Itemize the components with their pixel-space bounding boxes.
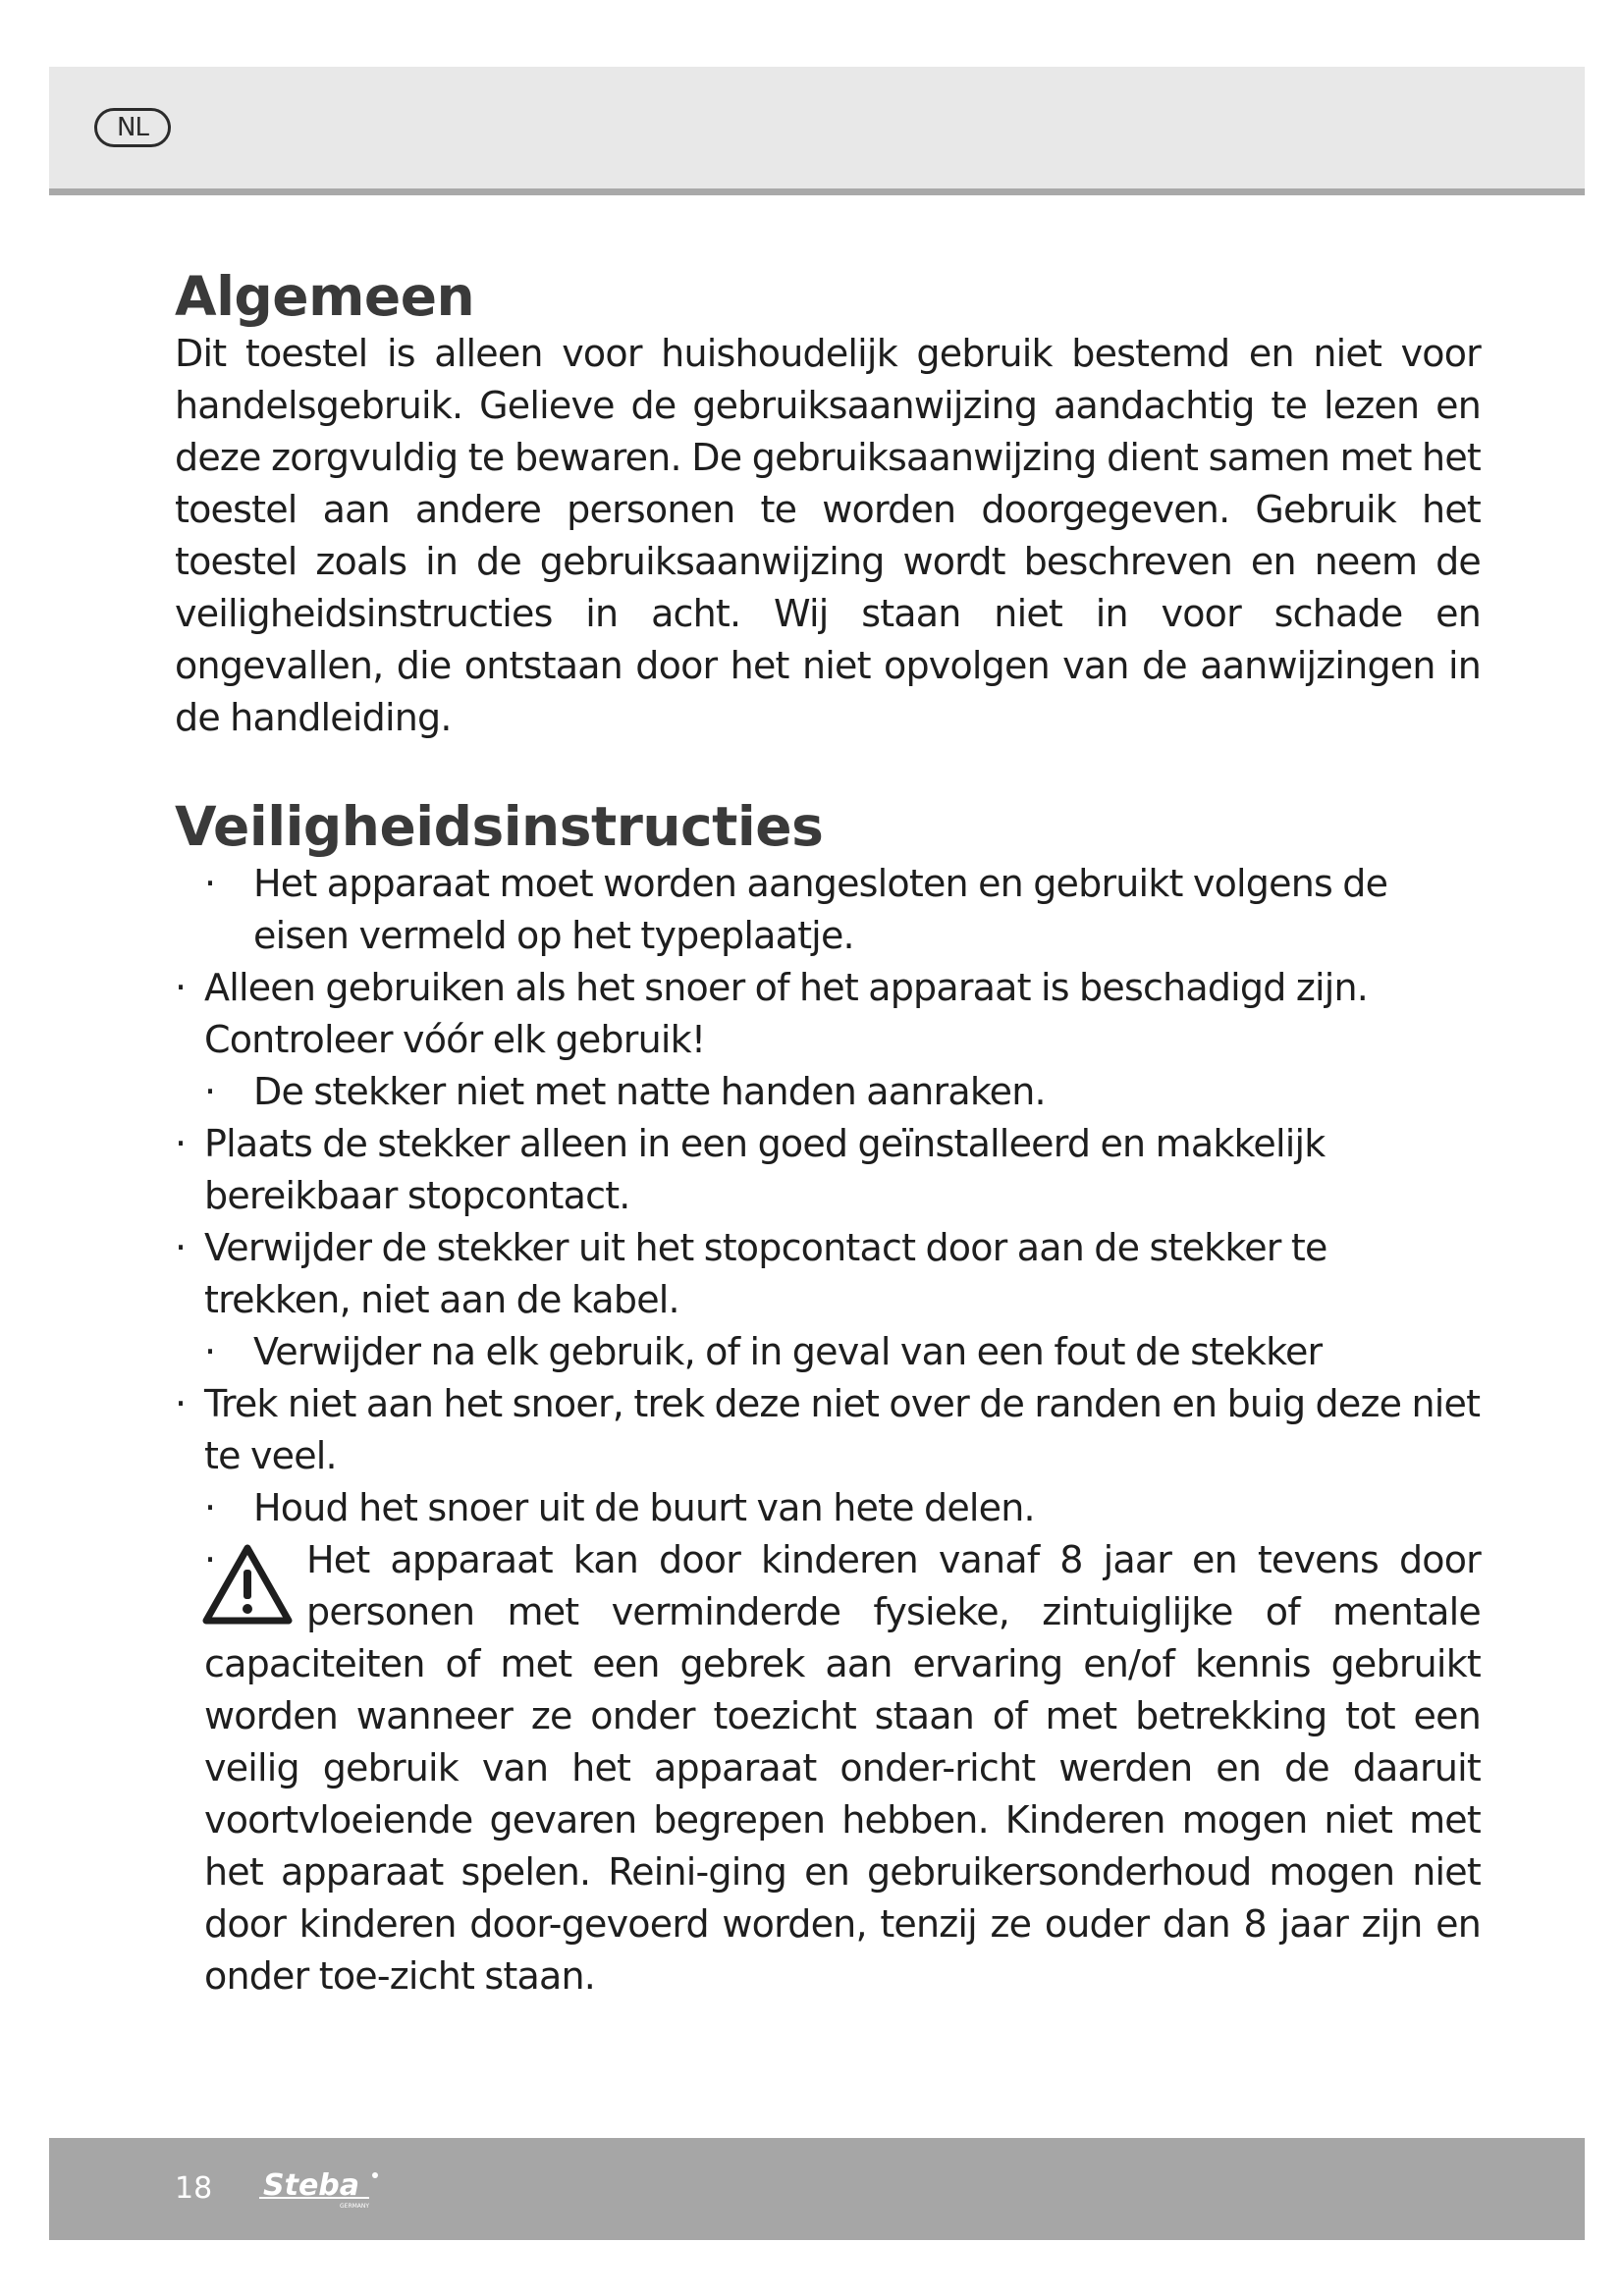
section-general — [175, 265, 1481, 744]
bullet-dot: · — [204, 862, 216, 905]
section-safety — [175, 795, 1481, 2002]
section-title-general: Algemeen — [175, 265, 475, 328]
bullet-dot: · — [175, 966, 187, 1009]
list-item-text: Houd het snoer uit de buurt van hete delen. — [253, 1486, 1035, 1529]
list-item-text: Alleen gebruiken als het snoer of het apparaat is beschadigd zijn. Controleer vóór elk gebruik! — [204, 966, 1369, 1061]
page-number: 18 — [175, 2171, 213, 2206]
language-badge: NL — [94, 108, 171, 147]
list-item-text: Verwijder na elk gebruik, of in geval van een fout de stekker — [253, 1330, 1323, 1373]
list-item — [175, 1326, 1481, 1378]
list-item-text: De stekker niet met natte handen aanraken. — [253, 1070, 1046, 1113]
steba-logo — [259, 2167, 426, 2211]
list-item — [175, 1222, 1481, 1326]
page-footer — [49, 2138, 1585, 2240]
bullet-dot: · — [175, 1382, 187, 1425]
brand-wordmark: Steba — [263, 2168, 360, 2203]
list-item-text: Verwijder de stekker uit het stopcontact door aan de stekker te trekken, niet aan de kabel. — [204, 1226, 1327, 1321]
warning-item-text: Het apparaat kan door kinderen vanaf 8 jaar en tevens door personen met verminderde fysieke, zintuiglijke of mentale capaciteiten of met een gebrek aan ervaring en/of kennis gebruikt worden wanneer ze onder toezicht staan of met betrekking tot een veilig gebruik van het apparaat onder-richt werden en de daaruit voortvloeiende gevaren begrepen hebben. Kinderen mogen niet met het apparaat spelen. Reini-ging en gebruikersonderhoud mogen niet door kinderen door-gevoerd worden, tenzij ze ouder dan 8 jaar zijn en onder toe-zicht staan. — [204, 1538, 1481, 1998]
safety-list — [175, 858, 1481, 1534]
list-item — [175, 1118, 1481, 1222]
brand-subline: GERMANY — [340, 2203, 370, 2210]
bullet-dot: · — [204, 1070, 216, 1113]
bullet-dot: · — [204, 1486, 216, 1529]
list-item — [175, 858, 1481, 962]
general-paragraph: Dit toestel is alleen voor huishoudelijk gebruik bestemd en niet voor handelsgebruik. Gelieve de gebruiksaanwijzing aandachtig te lezen en deze zorgvuldig te bewaren. De gebruiksaanwijzing dient samen met het toestel aan andere personen te worden doorgegeven. Gebruik het toestel zoals in de gebruiksaanwijzing wordt beschreven en neem de veiligheidsinstructies in acht. Wij staan niet in voor schade en ongevallen, die ontstaan door het niet opvolgen van de aanwijzingen in de handleiding. — [175, 332, 1481, 739]
list-item-text: Het apparaat moet worden aangesloten en gebruikt volgens de eisen vermeld op het typeplaatje. — [253, 862, 1388, 957]
list-item — [175, 1378, 1481, 1482]
bullet-dot: · — [204, 1538, 216, 1581]
list-item — [175, 962, 1481, 1066]
section-title-safety: Veiligheidsinstructies — [175, 795, 824, 858]
bullet-dot: · — [175, 1122, 187, 1165]
bullet-dot: · — [175, 1226, 187, 1269]
page-content — [175, 265, 1481, 2002]
bullet-dot: · — [204, 1330, 216, 1373]
list-item-text: Trek niet aan het snoer, trek deze niet over de randen en buig deze niet te veel. — [204, 1382, 1481, 1477]
warning-list-item — [175, 1534, 1481, 2002]
list-item-text: Plaats de stekker alleen in een goed geïnstalleerd en makkelijk bereikbaar stopcontact. — [204, 1122, 1326, 1217]
list-item — [175, 1066, 1481, 1118]
page-header — [49, 67, 1585, 195]
list-item — [175, 1482, 1481, 1534]
